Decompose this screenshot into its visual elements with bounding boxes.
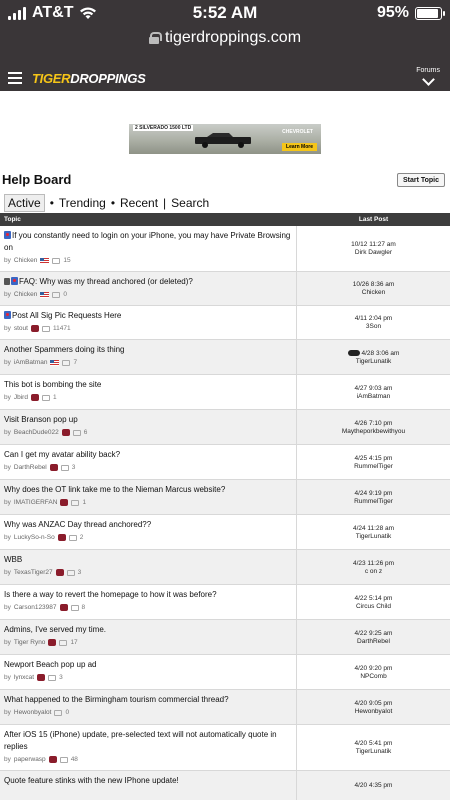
last-post-line: [355, 455, 393, 462]
reply-count: 0: [63, 291, 67, 298]
topic-title-link[interactable]: Post All Sig Pic Requests Here: [12, 311, 122, 320]
topic-title-link[interactable]: Newport Beach pop up ad: [4, 660, 97, 669]
topic-title-wrap: [4, 554, 292, 566]
site-nav: [0, 65, 450, 91]
team-icon: [37, 674, 45, 681]
last-post-date: 4/28 3:06 am: [361, 349, 400, 357]
table-row[interactable]: [0, 725, 450, 771]
topic-cell: [0, 620, 297, 654]
comment-icon: [73, 430, 81, 436]
topic-cell: [0, 655, 297, 689]
truck-image: [189, 132, 259, 148]
last-post-user[interactable]: RummelTiger: [354, 497, 393, 505]
last-post-line: [355, 315, 392, 322]
last-post-cell: [297, 550, 450, 584]
team-icon: [31, 325, 39, 332]
team-icon: [62, 429, 70, 436]
last-post-date: 4/26 7:10 pm: [354, 419, 393, 427]
last-post-line: [353, 525, 394, 532]
menu-icon[interactable]: [8, 72, 22, 84]
team-icon: [58, 534, 66, 541]
last-post-line: [355, 420, 393, 427]
last-post-line: [353, 560, 394, 567]
tab-recent[interactable]: Recent: [120, 196, 159, 210]
last-post-user[interactable]: TigerLunatik: [355, 357, 392, 365]
board-tabs: [4, 194, 209, 212]
topic-title-wrap: [4, 589, 292, 601]
pinned-icon: [4, 311, 11, 319]
last-post-user[interactable]: Chicken: [361, 289, 386, 296]
by-label: by: [4, 325, 11, 332]
address-bar[interactable]: [0, 26, 450, 50]
topic-cell: [0, 306, 297, 339]
table-row[interactable]: [0, 620, 450, 655]
last-post-cell: [297, 585, 450, 619]
table-row[interactable]: [0, 480, 450, 515]
table-row[interactable]: [0, 585, 450, 620]
last-post-date: 4/23 11:26 pm: [352, 559, 395, 567]
topic-title-link[interactable]: If you constantly need to login on your iPhone, you may have Private Browsing on: [4, 231, 291, 252]
by-label: by: [4, 499, 11, 506]
comment-icon: [54, 710, 62, 716]
topic-cell: [0, 515, 297, 549]
topic-title-wrap: [4, 276, 292, 288]
topic-cell: [0, 550, 297, 584]
topic-meta: [4, 498, 292, 507]
browser-chrome: [0, 0, 450, 91]
table-row[interactable]: [0, 410, 450, 445]
url-text: tigerdroppings.com: [164, 29, 302, 46]
last-post-line: [355, 700, 393, 707]
author-link[interactable]: Chicken: [13, 291, 38, 298]
flag-icon: [40, 258, 49, 264]
by-label: by: [4, 639, 11, 646]
last-post-cell: [297, 480, 450, 514]
site-logo[interactable]: [32, 71, 146, 86]
topic-cell: [0, 226, 297, 271]
topic-title-wrap: [4, 379, 292, 391]
topic-title-link[interactable]: Why does the OT link take me to the Nieman Marcus website?: [4, 485, 226, 494]
topic-title-wrap: [4, 310, 292, 322]
author-link[interactable]: Hewonbyalot: [13, 709, 52, 716]
topic-meta: [4, 708, 292, 717]
topic-title-wrap: [4, 729, 292, 753]
last-post-date: 4/20 4:35 pm: [354, 781, 393, 789]
last-post-cell: [297, 272, 450, 305]
reply-count: 3: [59, 674, 63, 681]
last-post-line: [355, 385, 393, 392]
team-icon: [49, 756, 57, 763]
topic-title-wrap: [4, 694, 292, 706]
by-label: by: [4, 257, 11, 264]
topic-meta: [4, 463, 292, 472]
table-row[interactable]: [0, 340, 450, 375]
comment-icon: [71, 500, 79, 506]
tab-separator: •: [49, 196, 54, 210]
topic-meta: [4, 256, 292, 265]
topic-meta: [4, 568, 292, 577]
topic-title-link[interactable]: Visit Branson pop up: [4, 415, 78, 424]
comment-icon: [52, 292, 60, 298]
topic-title-wrap: [4, 519, 292, 531]
by-label: by: [4, 464, 11, 471]
last-post-date: 4/20 5:41 pm: [354, 740, 393, 747]
team-icon: [60, 604, 68, 611]
logo-tiger: TIGER: [32, 70, 71, 86]
flag-icon: [40, 292, 49, 298]
comment-icon: [67, 570, 75, 576]
topic-cell: [0, 585, 297, 619]
topic-title-wrap: [4, 230, 292, 254]
forums-label: Forums: [416, 67, 440, 74]
author-link[interactable]: paperwasp: [13, 756, 46, 763]
topic-rows: [0, 226, 450, 800]
reply-count: 8: [81, 604, 86, 611]
tab-active[interactable]: Active: [4, 194, 45, 212]
topic-cell: [0, 480, 297, 514]
last-post-line: [355, 490, 393, 497]
team-icon: [60, 499, 68, 506]
topic-title-link[interactable]: Another Spammers doing its thing: [4, 345, 125, 354]
ad-tag: 2 SILVERADO 1500 LTD: [135, 125, 192, 131]
topic-title-link[interactable]: Is there a way to revert the homepage to how it was before?: [4, 590, 217, 599]
topic-title-link[interactable]: What happened to the Birmingham tourism commercial thread?: [4, 695, 229, 704]
topic-meta: [4, 755, 292, 764]
team-icon: [50, 464, 58, 471]
topic-cell: [0, 690, 297, 724]
topic-meta: [4, 673, 292, 682]
last-post-cell: [297, 226, 450, 271]
topic-meta: [4, 428, 292, 437]
flag-icon: [50, 360, 59, 366]
status-bar: [0, 0, 450, 26]
table-row[interactable]: [0, 306, 450, 340]
author-link[interactable]: Tiger Ryno: [13, 639, 46, 646]
topic-title-link[interactable]: WBB: [4, 555, 23, 564]
last-post-cell: [297, 375, 450, 409]
carrier-label: AT&T: [32, 4, 74, 21]
last-post-user[interactable]: TigerLunatik: [355, 532, 392, 540]
table-row[interactable]: [0, 375, 450, 410]
topic-meta: [4, 290, 292, 299]
banner-ad[interactable]: [129, 124, 321, 154]
topic-title-link[interactable]: Can I get my avatar ability back?: [4, 450, 121, 459]
last-post-date: 4/25 4:15 pm: [354, 454, 393, 462]
author-link[interactable]: LuckySo-n-So: [13, 534, 55, 541]
topic-title-link[interactable]: Admins, I've served my time.: [4, 625, 106, 634]
table-row[interactable]: [0, 690, 450, 725]
last-post-user[interactable]: Dirk Dawgler: [354, 249, 393, 256]
table-row[interactable]: [0, 771, 450, 800]
topic-cell: [0, 340, 297, 374]
by-label: by: [4, 674, 11, 681]
last-post-cell: [297, 306, 450, 339]
pinned-icon: [4, 231, 11, 239]
by-label: by: [4, 394, 11, 401]
last-post-line: [355, 665, 393, 672]
reply-count: 2: [79, 534, 84, 541]
last-post-user[interactable]: TigerLunatik: [355, 748, 392, 755]
reply-count: 3: [77, 569, 82, 576]
topic-cell: [0, 410, 297, 444]
tab-separator: •: [110, 196, 116, 210]
author-link[interactable]: iAmBatman: [13, 359, 48, 366]
last-post-user[interactable]: RummelTiger: [354, 462, 393, 470]
author-link[interactable]: DarthRebel: [13, 464, 47, 471]
topic-cell: [0, 375, 297, 409]
reply-count: 11471: [52, 325, 71, 332]
topic-table: [0, 213, 450, 800]
table-row[interactable]: [0, 655, 450, 690]
topic-title-wrap: [4, 344, 292, 356]
reply-count: 7: [73, 359, 78, 366]
reply-count: 3: [71, 464, 76, 471]
topic-meta: [4, 638, 292, 647]
last-post-date: 4/11 2:04 pm: [354, 315, 393, 322]
by-label: by: [4, 569, 11, 576]
last-post-user[interactable]: Hewonbyalot: [354, 707, 393, 715]
last-post-date: 10/12 11:27 am: [351, 241, 396, 248]
table-row[interactable]: [0, 550, 450, 585]
last-post-user[interactable]: Maytheporkbewithyou: [341, 427, 406, 435]
last-post-date: 10/26 8:36 am: [352, 281, 395, 288]
last-post-cell: [297, 771, 450, 800]
column-header-topic: Topic: [4, 216, 21, 223]
topic-title-link[interactable]: This bot is bombing the site: [4, 380, 102, 389]
topic-title-wrap: [4, 624, 292, 636]
last-post-date: 4/22 9:25 am: [354, 629, 393, 637]
last-post-line: [355, 630, 393, 637]
by-label: by: [4, 756, 11, 763]
author-link[interactable]: Carson123987: [13, 604, 57, 611]
topic-meta: [4, 533, 292, 542]
topic-title-wrap: [4, 775, 292, 787]
column-header-last-post: Last Post: [358, 216, 389, 223]
topic-cell: [0, 771, 297, 800]
tab-search[interactable]: Search: [171, 196, 210, 210]
last-post-user[interactable]: 3Son: [365, 323, 382, 330]
topic-cell: [0, 272, 297, 305]
last-post-user[interactable]: c on z: [364, 567, 383, 575]
comment-icon: [69, 535, 77, 541]
last-post-line: [355, 740, 393, 747]
topic-title-wrap: [4, 659, 292, 671]
new-icon: [348, 350, 360, 356]
reply-count: 15: [63, 257, 71, 264]
topic-title-link[interactable]: FAQ: Why was my thread anchored (or deleted)?: [19, 277, 193, 286]
last-post-cell: [297, 410, 450, 444]
author-link[interactable]: stout: [13, 325, 28, 332]
table-row[interactable]: [0, 445, 450, 480]
by-label: by: [4, 604, 11, 611]
chevron-down-icon: [422, 73, 435, 86]
lock-icon: [4, 278, 10, 285]
team-icon: [48, 639, 56, 646]
topic-cell: [0, 725, 297, 770]
topic-title-link[interactable]: Why was ANZAC Day thread anchored??: [4, 520, 152, 529]
author-link[interactable]: IMATIGERFAN: [13, 499, 58, 506]
last-post-line: [355, 595, 393, 602]
topic-meta: [4, 393, 292, 402]
comment-icon: [71, 605, 79, 611]
last-post-cell: [297, 690, 450, 724]
last-post-user[interactable]: Circus Child: [355, 602, 392, 610]
last-post-cell: [297, 655, 450, 689]
comment-icon: [42, 395, 50, 401]
tab-separator: |: [163, 196, 167, 210]
comment-icon: [48, 675, 56, 681]
last-post-user[interactable]: DarthRebel: [357, 637, 390, 645]
team-icon: [56, 569, 64, 576]
last-post-date: 4/20 9:05 pm: [354, 699, 393, 707]
tab-trending[interactable]: Trending: [58, 196, 106, 210]
comment-icon: [62, 360, 70, 366]
reply-count: 0: [65, 709, 70, 716]
last-post-line: [355, 782, 393, 789]
last-post-date: 4/24 9:19 pm: [354, 489, 393, 497]
comment-icon: [59, 640, 67, 646]
last-post-user[interactable]: iAmBatman: [356, 392, 391, 400]
author-link[interactable]: lynxcat: [13, 674, 35, 681]
author-link[interactable]: TexasTiger27: [13, 569, 53, 576]
table-row[interactable]: [0, 515, 450, 550]
battery-percent: 95%: [376, 4, 409, 21]
last-post-cell: [297, 620, 450, 654]
last-post-line: [351, 241, 396, 248]
last-post-date: 4/22 5:14 pm: [354, 594, 393, 602]
battery-icon: [415, 7, 442, 20]
table-row[interactable]: [0, 226, 450, 272]
last-post-cell: [297, 445, 450, 479]
lock-icon: [149, 32, 159, 44]
ad-learn-more-button[interactable]: Learn More: [282, 143, 317, 151]
comment-icon: [61, 465, 69, 471]
topic-cell: [0, 445, 297, 479]
ad-brand: CHEVROLET: [282, 129, 313, 135]
topic-meta: [4, 358, 292, 367]
topic-title-link[interactable]: Quote feature stinks with the new IPhone update!: [4, 776, 179, 785]
start-topic-button[interactable]: Start Topic: [397, 173, 445, 187]
table-row[interactable]: [0, 272, 450, 306]
comment-icon: [52, 258, 60, 264]
reply-count: 48: [70, 756, 78, 763]
last-post-date: 4/27 9:03 am: [354, 384, 393, 392]
last-post-cell: [297, 340, 450, 374]
by-label: by: [4, 429, 11, 436]
topic-meta: [4, 324, 292, 333]
topic-meta: [4, 603, 292, 612]
topic-title-link[interactable]: After iOS 15 (iPhone) update, pre-selected text will not automatically quote in replies: [4, 730, 277, 751]
topic-title-wrap: [4, 414, 292, 426]
reply-count: 1: [82, 499, 87, 506]
by-label: by: [4, 534, 11, 541]
comment-icon: [60, 757, 68, 763]
last-post-cell: [297, 725, 450, 770]
author-link[interactable]: Chicken: [13, 257, 38, 264]
last-post-date: 4/20 9:20 pm: [354, 664, 393, 672]
page-title: Help Board: [2, 172, 72, 187]
team-icon: [31, 394, 39, 401]
last-post-date: 4/24 11:28 am: [352, 524, 395, 532]
forums-menu[interactable]: [416, 67, 440, 84]
pinned-icon: [11, 277, 18, 285]
author-link[interactable]: Jbird: [13, 394, 28, 401]
logo-droppings: DROPPINGS: [70, 70, 146, 86]
last-post-line: [348, 350, 400, 357]
clock: 5:52 AM: [192, 3, 258, 22]
topic-title-wrap: [4, 484, 292, 496]
topic-title-wrap: [4, 449, 292, 461]
reply-count: 17: [70, 639, 78, 646]
author-link[interactable]: BeachDude022: [13, 429, 59, 436]
reply-count: 6: [83, 429, 88, 436]
last-post-line: [353, 281, 395, 288]
last-post-cell: [297, 515, 450, 549]
by-label: by: [4, 291, 11, 298]
last-post-user[interactable]: NPComb: [360, 672, 387, 680]
comment-icon: [42, 326, 50, 332]
reply-count: 1: [52, 394, 57, 401]
by-label: by: [4, 709, 11, 716]
by-label: by: [4, 359, 11, 366]
table-header: [0, 213, 450, 226]
